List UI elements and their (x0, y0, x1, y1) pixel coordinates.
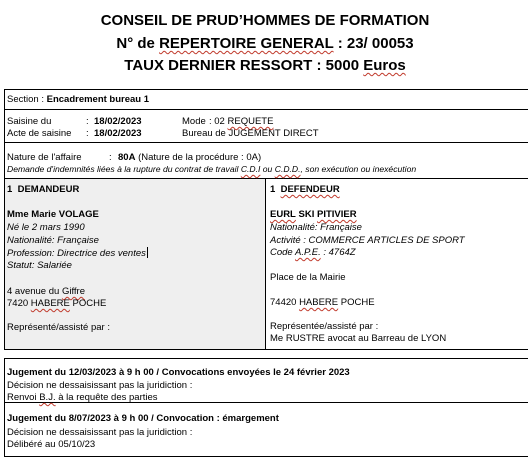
defendeur-heading (270, 184, 340, 196)
section-line (7, 94, 149, 106)
defendeur-ape (270, 247, 356, 259)
section-value: Encadrement bureau 1 (46, 94, 150, 105)
mode-code: : 02 (209, 116, 228, 127)
parties-divider (265, 179, 266, 349)
defendeur-postcode: 74420 (270, 297, 300, 308)
repertoire-line (0, 34, 530, 53)
repertoire-prefix: N° de (116, 35, 160, 52)
court-title (0, 11, 530, 30)
defendeur-city-part2: POCHE (338, 297, 375, 308)
defendeur-name-pitivier: PITIVIER (317, 209, 357, 220)
demandeur-profession (7, 247, 148, 260)
taux-line (0, 56, 530, 75)
defendeur-lawyer: Me RUSTRE avocat au Barreau de LYON (270, 333, 447, 344)
nature-detail: (Nature de la procédure : 0A) (135, 152, 262, 163)
demandeur-postcode: 7420 (7, 298, 31, 309)
demandeur-birth: Né le 2 mars 1990 (7, 222, 85, 233)
acte-label: Acte de saisine (7, 128, 72, 139)
mode-label: Mode (182, 116, 206, 127)
demandeur-city-part1: HABERE (30, 298, 70, 309)
demandeur-name: Mme Marie VOLAGE (7, 209, 99, 220)
demandeur-profession-text: Profession: Directrice des ventes (7, 248, 146, 259)
defendeur-name-ski: SKI (298, 209, 315, 220)
saisine-label: Saisine du (7, 116, 52, 127)
defendeur-represented: Représentée/assisté par : (270, 321, 379, 332)
saisine-date: 18/02/2023 (94, 116, 142, 127)
demandeur-number: 1 (7, 184, 13, 195)
demande-suffix: , son exécution ou inexécution (300, 164, 417, 174)
defendeur-activity: Activité : COMMERCE ARTICLES DE SPORT (270, 235, 465, 246)
repertoire-number: : 23/ 00053 (333, 35, 414, 52)
renvoi-suffix: à la requête des parties (55, 392, 158, 403)
demande-mid: ou (260, 164, 275, 174)
demande-cdi: C.D.I (240, 164, 261, 174)
renvoi-bj: B.J. (39, 392, 56, 403)
defendeur-address1: Place de la Mairie (270, 272, 346, 283)
defendeur-title: DEFENDEUR (280, 184, 340, 195)
demandeur-heading (7, 184, 79, 196)
defendeur-city-part1: HABERE (299, 297, 339, 308)
defendeur-number: 1 (270, 184, 276, 195)
nature-sep: : (109, 152, 112, 163)
demandeur-status: Statut: Salariée (7, 260, 72, 271)
bureau-label: Bureau de JUGEMENT DIRECT (182, 128, 319, 139)
defendeur-ape-code: : 4764Z (320, 247, 356, 258)
court-name: CONSEIL DE PRUD’HOMMES DE FORMATION (100, 12, 430, 29)
repertoire-label: REPERTOIRE GENERAL (159, 35, 334, 52)
demandeur-street-name: Giffre (61, 286, 85, 297)
acte-sep: : (86, 128, 89, 139)
taux-prefix: TAUX DERNIER RESSORT : 5000 (124, 57, 364, 74)
nature-code: 80A (118, 152, 136, 163)
demandeur-address1 (7, 286, 85, 298)
defendeur-address2 (270, 297, 375, 309)
defendeur-ape-label: Code (270, 247, 295, 258)
mode-requete: REQUETE (227, 116, 274, 127)
demandeur-represented: Représenté/assisté par : (7, 322, 110, 333)
demandeur-city-part2: POCHE (69, 298, 107, 309)
mode-value (209, 116, 273, 128)
nature-label: Nature de l'affaire (7, 152, 82, 163)
demande-prefix: Demande d'indemnités liées à la rupture du contrat de travail (7, 164, 241, 174)
renvoi-prefix: Renvoi (7, 392, 40, 403)
jugement2-delibere: Délibéré au 05/10/23 (7, 439, 96, 450)
demande-line (7, 163, 416, 175)
taux-currency: Euros (363, 57, 406, 74)
text-cursor (147, 247, 148, 258)
jugement1-title: Jugement du 12/03/2023 à 9 h 00 / Convocations envoyées le 24 février 2023 (7, 367, 350, 378)
defendeur-ape-acronym: A.P.E. (295, 247, 321, 258)
defendeur-nationality: Nationalité: Française (270, 222, 362, 233)
defendeur-name-eurl: EURL (270, 209, 296, 220)
jugement2-decision: Décision ne dessaisissant pas la juridiction : (7, 427, 193, 438)
acte-date: 18/02/2023 (94, 128, 142, 139)
demandeur-street: 4 avenue du (7, 286, 62, 297)
section-label: Section : (7, 94, 47, 105)
jugement1-decision: Décision ne dessaisissant pas la juridiction : (7, 380, 193, 391)
demandeur-nationality: Nationalité: Française (7, 235, 99, 246)
demandeur-title: DEMANDEUR (17, 184, 80, 195)
jugement2-title: Jugement du 8/07/2023 à 9 h 00 / Convocation : émargement (7, 413, 279, 424)
defendeur-name (270, 209, 357, 221)
saisine-sep: : (86, 116, 89, 127)
demande-cdd: C.D.D. (274, 164, 301, 174)
demandeur-address2 (7, 298, 106, 310)
